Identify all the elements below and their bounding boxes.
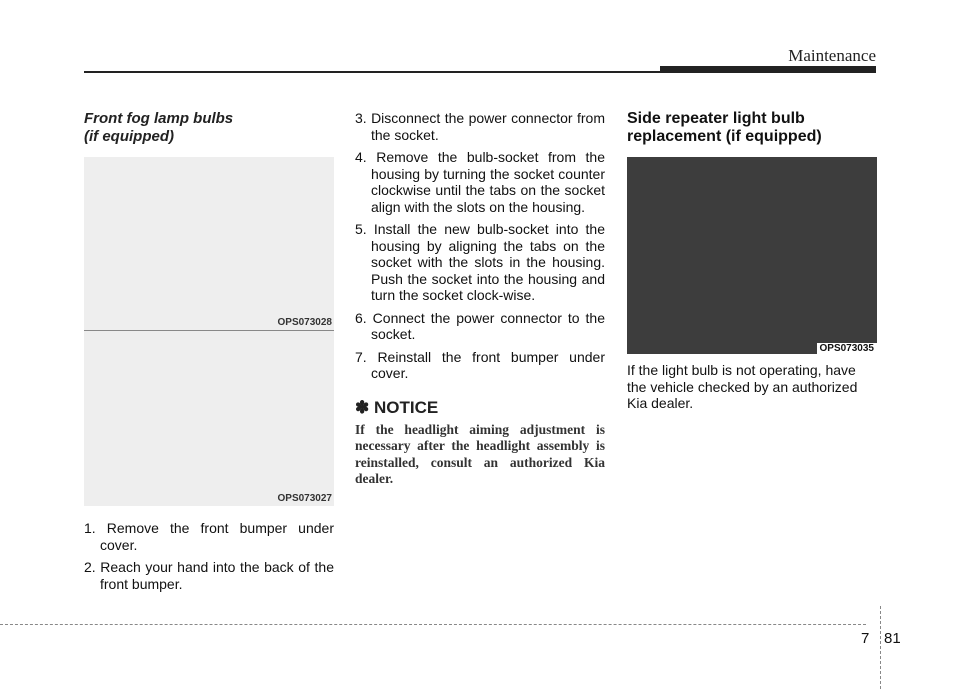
left-steps <box>84 520 334 598</box>
chapter-number: 7 <box>861 630 870 647</box>
page-number: 81 <box>884 630 901 647</box>
photo-fog-lamp-top <box>84 157 334 330</box>
step-item: 4. Remove the bulb-socket from the housing by turning the socket counter clockwise until the tabs on the socket align with the slots on the housing. <box>355 149 605 215</box>
page-header-title: Maintenance <box>788 46 876 65</box>
section-title-line2: (if equipped) <box>84 128 174 145</box>
step-item: 7. Reinstall the front bumper under cover. <box>355 348 605 381</box>
photo-caption: OPS073028 <box>277 317 332 328</box>
middle-column <box>355 110 605 488</box>
section-title-line1: Side repeater light bulb <box>627 110 805 127</box>
footer-divider <box>880 606 881 689</box>
step-item: 3. Disconnect the power connector from the socket. <box>355 110 605 143</box>
section-title-line2: replacement (if equipped) <box>627 128 822 145</box>
notice-heading: ✽ NOTICE <box>355 397 439 417</box>
section-title-fog-lamp <box>84 110 334 146</box>
right-body <box>627 362 877 412</box>
section-title-side-repeater <box>627 110 877 146</box>
footer-rule <box>0 624 866 625</box>
step-item: 5. Install the new bulb-socket into the housing by aligning the tabs on the socket with the slots in the housing. Push the socket into the housing and turn the socket clock-wise. <box>355 221 605 303</box>
step-item: 2. Reach your hand into the back of the front bumper. <box>84 559 334 592</box>
notice-text: If the headlight aiming adjustment is necessary after the headlight assembly is reinstalled, consult an authorized Kia dealer. <box>355 421 605 486</box>
photo-side-repeater <box>627 157 877 354</box>
section-title-line1: Front fog lamp bulbs <box>84 110 234 127</box>
step-item: 6. Connect the power connector to the socket. <box>355 309 605 342</box>
photo-caption: OPS073027 <box>277 493 332 504</box>
right-column <box>627 110 877 146</box>
step-item: 1. Remove the front bumper under cover. <box>84 520 334 553</box>
header-rule-accent <box>660 66 876 73</box>
left-column <box>84 110 334 146</box>
photo-caption: OPS073035 <box>817 343 878 354</box>
photo-fog-lamp-bottom <box>84 331 334 506</box>
body-text: If the light bulb is not operating, have the vehicle checked by an authorized Kia dealer. <box>627 362 858 411</box>
